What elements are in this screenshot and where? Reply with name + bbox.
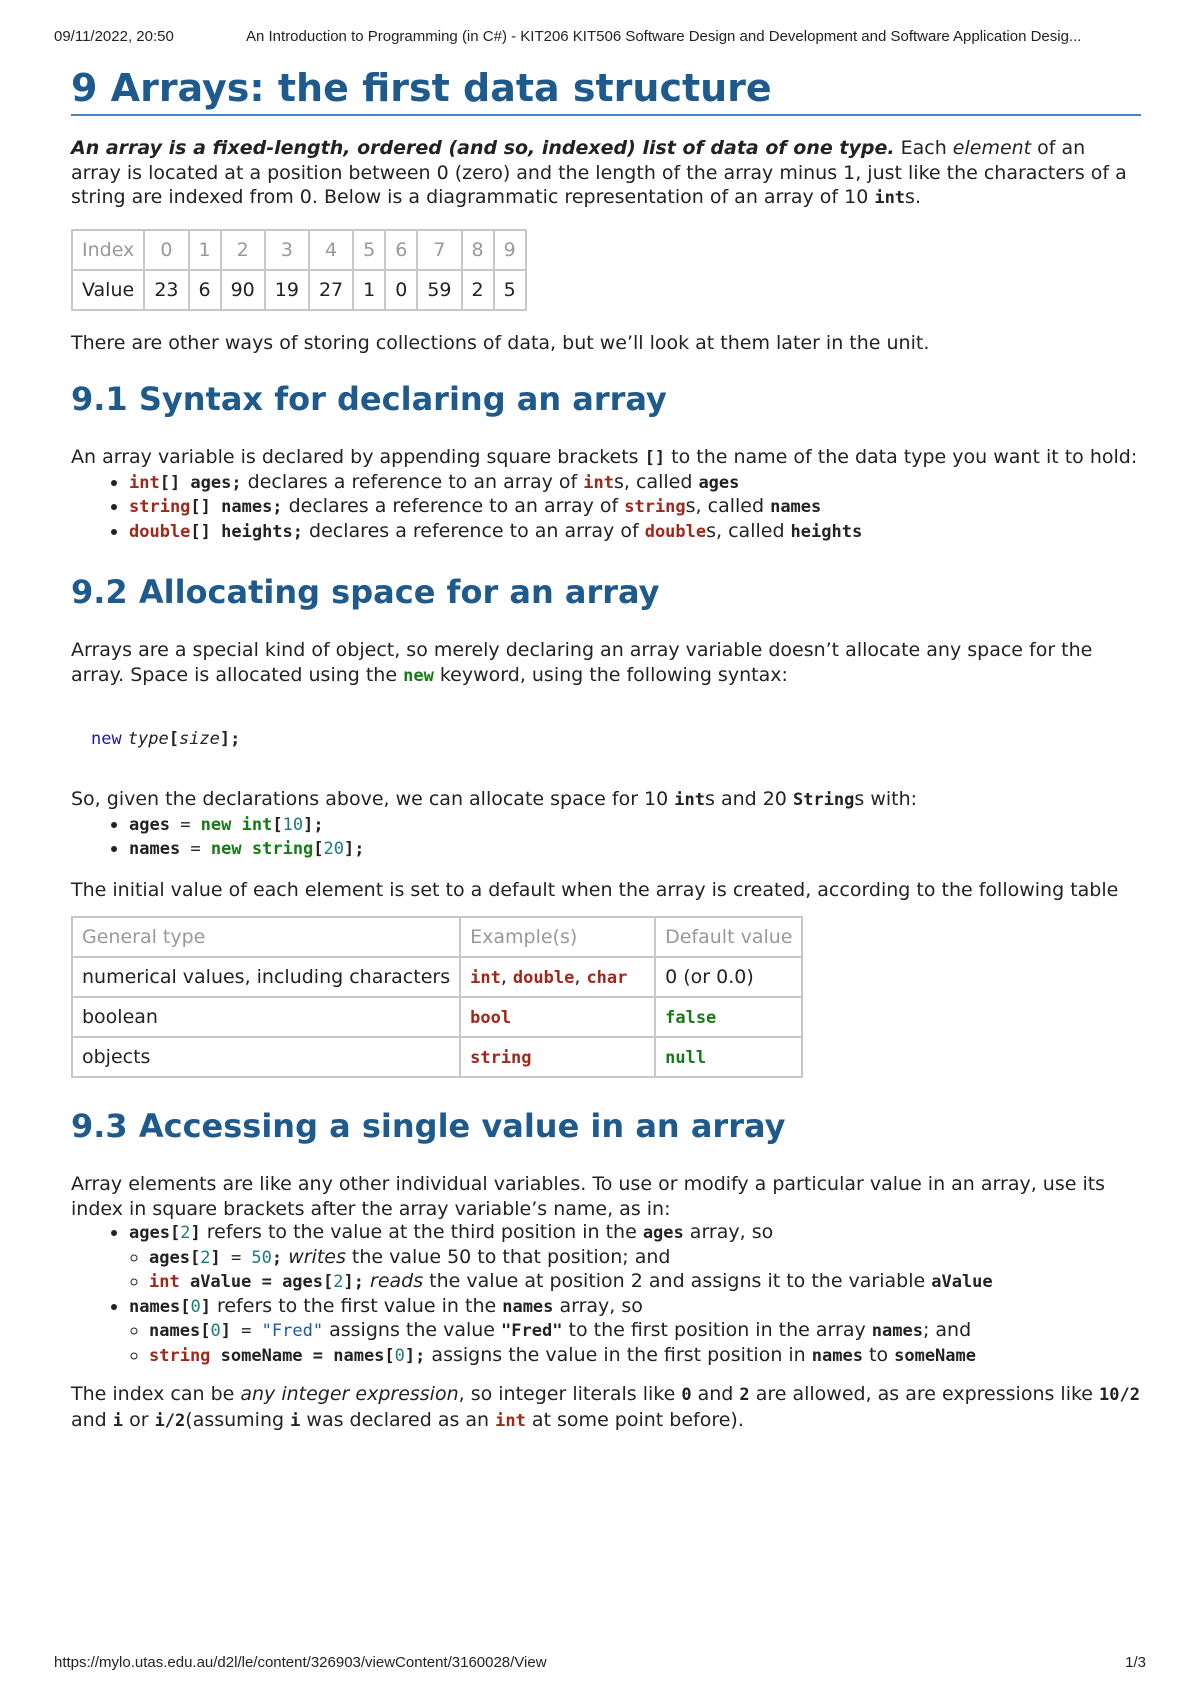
- alloc-eq: =: [169, 814, 201, 835]
- page-header: [54, 28, 1146, 48]
- decl-type-ref: string: [624, 497, 686, 517]
- value-cell: 90: [221, 270, 265, 310]
- italic-term: any integer expression: [240, 1383, 459, 1405]
- section-9-3-heading: 9.3 Accessing a single value in an array: [71, 1107, 786, 1145]
- code-name: names: [871, 1321, 923, 1341]
- inline-code: i/2: [154, 1410, 186, 1431]
- example-sep: ,: [500, 966, 513, 988]
- example-sep: ,: [574, 966, 587, 988]
- s1-text-1: An array variable is declared by appending square brackets: [71, 446, 645, 468]
- value-row: [72, 270, 526, 310]
- decl-text: declares a reference to an array of: [282, 495, 625, 517]
- cell-general: objects: [72, 1037, 460, 1077]
- list-item: ◦ names[0] = "Fred" assigns the value "Fred" to the first position in the array names; and: [149, 1319, 1141, 1344]
- document-body: [71, 64, 1141, 1433]
- cell-default: [655, 1037, 802, 1077]
- section-9-2-heading: 9.2 Allocating space for an array: [71, 573, 660, 611]
- value-cell: 27: [309, 270, 353, 310]
- text: , so integer literals like: [458, 1383, 682, 1405]
- header-examples: Example(s): [460, 917, 655, 957]
- inline-code: i: [112, 1410, 124, 1431]
- s1-paragraph: [71, 445, 1141, 471]
- code-rest: someName = names[: [210, 1345, 395, 1366]
- index-cell: 6: [385, 230, 417, 270]
- code-kw: string: [149, 1345, 211, 1366]
- intro-definition: An array is a fixed-length, ordered (and so, indexed) list of data of one type.: [71, 137, 895, 159]
- list-item: [149, 1344, 1141, 1369]
- value-cell: 23: [144, 270, 188, 310]
- other-ways-text: There are other ways of storing collections of data, but we’ll look at them later in the unit.: [71, 331, 930, 354]
- intro-text-3: s.: [905, 186, 921, 208]
- default-code: false: [665, 1008, 717, 1028]
- code-name: names: [811, 1345, 863, 1366]
- text: was declared as an: [300, 1408, 496, 1431]
- index-cell: 0: [144, 230, 188, 270]
- code-name: ages: [642, 1223, 684, 1243]
- decl-name: names: [770, 497, 822, 517]
- decl-type: int: [129, 472, 160, 493]
- decl-code: [] ages;: [159, 472, 242, 493]
- cell-examples: [460, 997, 655, 1037]
- text: array, so: [553, 1294, 643, 1317]
- s2-paragraph-3: The initial value of each element is set to a default when the array is created, according to the following table: [71, 878, 1119, 901]
- cell-default: [655, 997, 802, 1037]
- text: the value at position 2 and assigns it to the variable: [423, 1270, 932, 1292]
- value-label: Value: [72, 270, 144, 310]
- text: refers to the first value in the: [210, 1294, 503, 1317]
- code-close: ];: [343, 1272, 364, 1292]
- code-index: 0: [190, 1296, 201, 1317]
- alloc-close: ];: [303, 814, 324, 835]
- footer-url[interactable]: https://mylo.utas.edu.au/d2l/le/content/326903/viewContent/3160028/View: [54, 1654, 547, 1671]
- decl-type: string: [129, 497, 191, 517]
- alloc-size: 20: [323, 839, 345, 859]
- inline-code: i: [290, 1410, 301, 1431]
- text: The index can be: [71, 1383, 241, 1405]
- index-cell: 9: [494, 230, 526, 270]
- value-cell: 6: [189, 270, 221, 310]
- text: assigns the value: [323, 1319, 502, 1341]
- defaults-table: [71, 916, 803, 1078]
- list-item: ◦ ages[2] = 50; writes the value 50 to that position; and: [149, 1246, 1141, 1271]
- cell-default: 0 (or 0.0): [655, 957, 802, 997]
- syntax-size: size: [178, 729, 220, 749]
- text: to the first position in the array: [562, 1319, 872, 1341]
- decl-type-ref: double: [644, 521, 707, 542]
- index-cell: 7: [417, 230, 461, 270]
- decl-text: s, called: [685, 495, 771, 517]
- text: refers to the value at the third position in the: [200, 1221, 643, 1243]
- syntax-new: new: [91, 729, 122, 749]
- syntax-close: ];: [219, 729, 241, 749]
- alloc-size: 10: [282, 814, 304, 835]
- code-index: 2: [200, 1247, 211, 1268]
- intro-int-code: int: [874, 188, 906, 208]
- string-code: String: [792, 790, 855, 810]
- decl-code: [] names;: [190, 497, 283, 517]
- index-cell: 3: [265, 230, 309, 270]
- alloc-new: new: [210, 839, 242, 859]
- int-code: int: [674, 790, 705, 810]
- code-var: ages: [149, 1247, 190, 1268]
- text: are allowed, as are expressions like: [749, 1383, 1100, 1405]
- text: array, so: [683, 1221, 774, 1243]
- section-9-1-heading: 9.1 Syntax for declaring an array: [71, 380, 667, 418]
- index-row: [72, 230, 526, 270]
- code-name: aValue: [931, 1272, 993, 1292]
- sub-list: [129, 1246, 1141, 1295]
- list-item: [149, 1270, 1141, 1295]
- alloc-open: [: [313, 839, 324, 859]
- inline-code: 2: [739, 1385, 750, 1405]
- italic-term: writes: [288, 1245, 346, 1268]
- example-code: string: [470, 1048, 532, 1068]
- cell-general: numerical values, including characters: [72, 957, 460, 997]
- code-semi: ;: [271, 1247, 283, 1268]
- header-default-value: Default value: [655, 917, 802, 957]
- decl-text: s, called: [614, 470, 699, 493]
- s2-paragraph-1: [71, 638, 1141, 688]
- alloc-var: names: [129, 839, 181, 859]
- text: the value 50 to that position; and: [345, 1245, 671, 1268]
- print-datetime: 09/11/2022, 20:50: [54, 28, 174, 45]
- text: (assuming: [185, 1408, 291, 1431]
- alloc-type: string: [251, 839, 314, 859]
- code-rest: aValue = ages[: [179, 1272, 334, 1292]
- code-var: names: [129, 1296, 181, 1317]
- code-index: 0: [210, 1321, 221, 1341]
- index-cell: 5: [353, 230, 385, 270]
- index-cell: 2: [221, 230, 265, 270]
- inline-code: int: [495, 1410, 526, 1431]
- list-item: [129, 837, 1141, 862]
- decl-type: double: [129, 521, 191, 542]
- list-item: [129, 520, 1141, 545]
- code-value: "Fred": [501, 1321, 563, 1341]
- sub-list: [129, 1319, 1141, 1368]
- inline-code: 0: [681, 1385, 692, 1405]
- code-num: 50: [251, 1247, 272, 1268]
- table-header-row: [72, 917, 802, 957]
- code-var: names: [149, 1321, 201, 1341]
- alloc-eq: =: [180, 839, 211, 859]
- table-row: [72, 957, 802, 997]
- s2-text-1: Arrays are a special kind of object, so merely declaring an array variable doesn’t allocate any space for the array. Space is allocated using the: [71, 639, 1093, 686]
- s2-text-3: So, given the declarations above, we can allocate space for 10: [71, 788, 675, 810]
- s3-paragraph-1: Array elements are like any other individual variables. To use or modify a particular value in an array, use its index in square brackets after the array variable’s name, as in:: [71, 1173, 1106, 1220]
- s3-paragraph-2: [71, 1382, 1141, 1433]
- s2-text-5: s with:: [854, 788, 918, 810]
- italic-term: reads: [370, 1270, 424, 1292]
- code-name: someName: [894, 1345, 976, 1366]
- declaration-list: [71, 471, 1141, 545]
- value-cell: 59: [417, 270, 461, 310]
- example-code: bool: [470, 1008, 512, 1028]
- page-number: 1/3: [1125, 1654, 1146, 1671]
- example-code: int: [470, 968, 501, 988]
- text: assigns the value in the first position in: [425, 1343, 812, 1366]
- array-diagram-table: [71, 229, 527, 311]
- value-cell: 0: [385, 270, 417, 310]
- list-item: • ages[2] refers to the value at the third position in the ages array, so ◦ ages[2] = 50; writes the value 50 to that position; and ◦ int aValue = ages[2]; reads the value at position 2 and assigns it to the variable aValue: [129, 1221, 1141, 1295]
- table-row: [72, 997, 802, 1037]
- header-general-type: General type: [72, 917, 460, 957]
- decl-text: s, called: [706, 519, 791, 542]
- code-index: 2: [333, 1272, 344, 1292]
- print-title: An Introduction to Programming (in C#) - KIT206 KIT506 Software Design and Development and Software Application Desig...: [246, 28, 1082, 45]
- list-item: [129, 813, 1141, 838]
- syntax-open: [: [168, 729, 179, 749]
- index-label: Index: [72, 230, 144, 270]
- text: and: [71, 1408, 113, 1431]
- code-close: ];: [404, 1345, 426, 1366]
- example-code: char: [586, 968, 628, 988]
- value-cell: 5: [494, 270, 526, 310]
- value-cell: 19: [265, 270, 309, 310]
- decl-text: declares a reference to an array of: [241, 470, 584, 493]
- intro-text-2: of an array is located at a position between 0 (zero) and the length of the array minus 1, just like the characters of a string are indexed from 0. Below is a diagrammatic representation of an array of 10: [71, 137, 1127, 208]
- access-list: [71, 1221, 1141, 1368]
- decl-name: heights: [790, 521, 863, 542]
- cell-general: boolean: [72, 997, 460, 1037]
- text: and: [691, 1383, 740, 1405]
- text: to: [862, 1343, 895, 1366]
- value-cell: 1: [353, 270, 385, 310]
- s1-brackets-code: []: [644, 448, 666, 468]
- table-row: [72, 1037, 802, 1077]
- index-cell: 8: [462, 230, 494, 270]
- decl-text: declares a reference to an array of: [303, 519, 645, 542]
- cell-examples: [460, 957, 655, 997]
- s1-text-2: to the name of the data type you want it to hold:: [665, 446, 1138, 468]
- alloc-var: ages: [129, 814, 170, 835]
- code-eq: =: [230, 1321, 262, 1341]
- code-name: names: [502, 1296, 554, 1317]
- alloc-type: int: [241, 814, 273, 835]
- text: at some point before).: [525, 1408, 744, 1431]
- intro-paragraph: [71, 136, 1141, 211]
- cell-examples: [460, 1037, 655, 1077]
- text: ; and: [922, 1319, 972, 1341]
- index-cell: 1: [189, 230, 221, 270]
- decl-type-ref: int: [583, 472, 615, 493]
- alloc-open: [: [272, 814, 283, 835]
- alloc-new: new: [200, 814, 232, 835]
- default-code: null: [665, 1048, 707, 1068]
- code-string: "Fred": [261, 1321, 324, 1341]
- page-title: 9 Arrays: the first data structure: [71, 64, 1141, 116]
- code-eq: =: [220, 1247, 252, 1268]
- index-cell: 4: [309, 230, 353, 270]
- example-code: double: [512, 968, 575, 988]
- syntax-block: [71, 726, 1141, 751]
- code-var: ages: [129, 1223, 170, 1243]
- code-kw: int: [149, 1272, 180, 1292]
- s2-text-4: s and 20: [705, 788, 793, 810]
- intro-text-1: Each: [894, 137, 953, 159]
- text: or: [123, 1408, 155, 1431]
- allocation-list: [71, 813, 1141, 862]
- alloc-close: ];: [344, 839, 365, 859]
- inline-code: 10/2: [1099, 1385, 1140, 1405]
- list-item: • names[0] refers to the first value in the names array, so ◦ names[0] = "Fred" assigns the value "Fred" to the first position in the array names; and ◦ string someName = names[0]; assigns the value in the first position in names to someName: [129, 1295, 1141, 1369]
- value-cell: 2: [462, 270, 494, 310]
- decl-code: [] heights;: [190, 521, 304, 542]
- new-keyword: new: [403, 665, 434, 686]
- list-item: [129, 495, 1141, 520]
- s2-text-2: keyword, using the following syntax:: [433, 663, 788, 686]
- intro-element-term: element: [952, 137, 1032, 159]
- syntax-type: type: [127, 729, 169, 749]
- code-index: 0: [394, 1345, 405, 1366]
- s2-paragraph-2: [71, 787, 1141, 813]
- code-index: 2: [180, 1223, 191, 1243]
- decl-name: ages: [698, 472, 740, 493]
- list-item: [129, 471, 1141, 496]
